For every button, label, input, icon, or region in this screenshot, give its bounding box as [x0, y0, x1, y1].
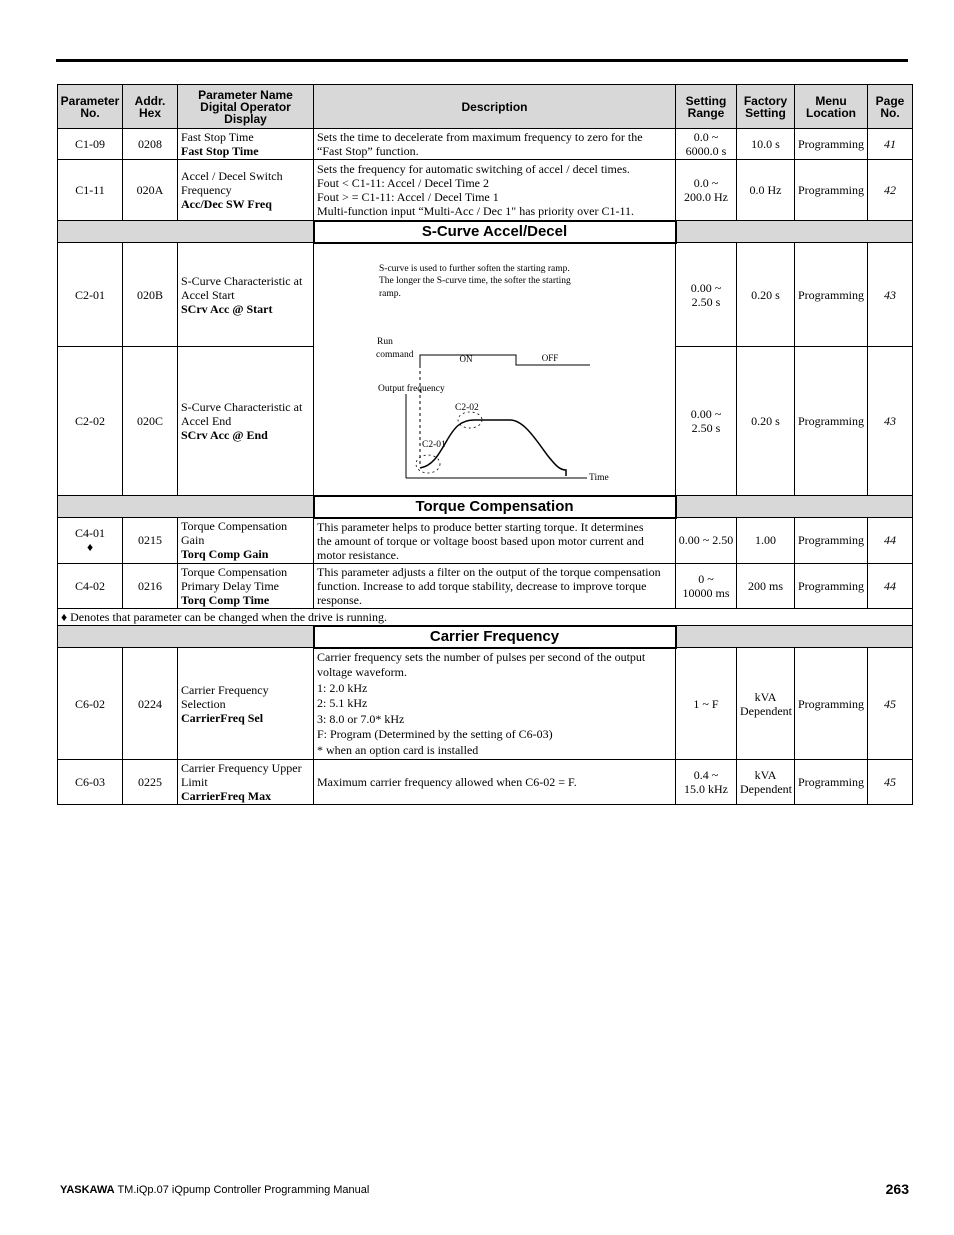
- run-label: Run: [377, 336, 393, 347]
- diagram-text-line: S-curve is used to further soften the starting ramp.: [379, 263, 570, 274]
- output-frequency-label: Output frequency: [378, 383, 445, 394]
- factory-setting: 200 ms: [737, 563, 795, 608]
- run-change-mark: ♦: [86, 540, 94, 555]
- param-no: C6-03: [58, 760, 123, 805]
- menu-location: Programming: [795, 518, 868, 564]
- param-no: C2-01: [58, 243, 123, 347]
- menu-location: Programming: [795, 563, 868, 608]
- setting-range: 0.0 ~ 200.0 Hz: [676, 160, 737, 221]
- header-setting-range: Setting Range: [676, 85, 737, 129]
- param-name: Carrier Frequency Selection CarrierFreq Sel: [178, 648, 314, 760]
- footnote-row: [58, 608, 913, 626]
- factory-setting: 0.20 s: [737, 347, 795, 496]
- param-no: C4-01 ♦: [58, 518, 123, 564]
- header-addr-hex: Addr. Hex: [123, 85, 178, 129]
- section-fill: [58, 626, 314, 648]
- footer-brand: YASKAWA: [60, 1184, 115, 1196]
- description: Sets the frequency for automatic switching of accel / decel times. Fout < C1-11: Accel / Decel Time 2 Fout > = C1-11: Accel / Decel Time 1 Multi-function input “Multi-Acc / Dec 1" has priority over C1-11.: [314, 160, 676, 221]
- table-row: [58, 129, 913, 160]
- description: Carrier frequency sets the number of pulses per second of the output voltage waveform. 1: 2.0 kHz 2: 5.1 kHz 3: 8.0 or 7.0* kHz F: Program (Determined by the setting of C6-03) * when an option card is installed: [314, 648, 676, 760]
- table-row: [58, 160, 913, 221]
- param-name: S-Curve Characteristic at Accel End SCrv Acc @ End: [178, 347, 314, 496]
- footnote: ♦ Denotes that parameter can be changed when the drive is running.: [58, 608, 913, 626]
- param-name: Torque Compensation Gain Torq Comp Gain: [178, 518, 314, 564]
- diagram-text-line: The longer the S-curve time, the softer the starting: [379, 275, 571, 286]
- page-link[interactable]: 45: [868, 760, 913, 805]
- addr-hex: 0225: [123, 760, 178, 805]
- page-link[interactable]: 43: [868, 347, 913, 496]
- menu-location: Programming: [795, 243, 868, 347]
- param-name: Accel / Decel Switch Frequency Acc/Dec SW Freq: [178, 160, 314, 221]
- run-command-signal: [420, 352, 590, 365]
- page-number: 263: [885, 1181, 909, 1197]
- menu-location: Programming: [795, 160, 868, 221]
- scurve-diagram: [314, 244, 676, 492]
- addr-hex: 020A: [123, 160, 178, 221]
- section-title-scurve: S-Curve Accel/Decel: [314, 221, 676, 243]
- header-param-no: Parameter No.: [58, 85, 123, 129]
- off-label: OFF: [541, 352, 559, 363]
- header-menu-location: Menu Location: [795, 85, 868, 129]
- page-link[interactable]: 41: [868, 129, 913, 160]
- page-link[interactable]: 43: [868, 243, 913, 347]
- section-row-scurve: [58, 221, 913, 243]
- menu-location: Programming: [795, 648, 868, 760]
- factory-setting: kVA Dependent: [737, 760, 795, 805]
- header-description: Description: [314, 85, 676, 129]
- parameter-table: [57, 84, 913, 805]
- section-row-carrier: [58, 626, 913, 648]
- menu-location: Programming: [795, 347, 868, 496]
- top-rule: [56, 59, 908, 62]
- addr-hex: 0224: [123, 648, 178, 760]
- addr-hex: 0215: [123, 518, 178, 564]
- table-row: [58, 648, 913, 760]
- section-row-torque: [58, 496, 913, 518]
- section-fill: [676, 626, 913, 648]
- table-row: [58, 563, 913, 608]
- footer-manual-title: [60, 1184, 369, 1196]
- setting-range: 1 ~ F: [676, 648, 737, 760]
- param-no: C4-02: [58, 563, 123, 608]
- section-fill: [58, 221, 314, 243]
- header-param-name: Parameter Name Digital Operator Display: [178, 85, 314, 129]
- command-label: command: [376, 349, 414, 360]
- diagram-text-line: ramp.: [379, 288, 401, 299]
- section-title-carrier: Carrier Frequency: [314, 626, 676, 648]
- section-title-torque: Torque Compensation: [314, 496, 676, 518]
- section-fill: [676, 496, 913, 518]
- addr-hex: 020B: [123, 243, 178, 347]
- c202-label: C2-02: [455, 402, 479, 413]
- factory-setting: 0.0 Hz: [737, 160, 795, 221]
- menu-location: Programming: [795, 760, 868, 805]
- page-link[interactable]: 44: [868, 518, 913, 564]
- param-name: Torque Compensation Primary Delay Time Torq Comp Time: [178, 563, 314, 608]
- setting-range: 0 ~ 10000 ms: [676, 563, 737, 608]
- param-name: S-Curve Characteristic at Accel Start SCrv Acc @ Start: [178, 243, 314, 347]
- factory-setting: 0.20 s: [737, 243, 795, 347]
- param-name: Fast Stop Time Fast Stop Time: [178, 129, 314, 160]
- description: Sets the time to decelerate from maximum frequency to zero for the “Fast Stop” function.: [314, 129, 676, 160]
- param-no: C2-02: [58, 347, 123, 496]
- table-row: [58, 243, 913, 347]
- time-label: Time: [589, 472, 609, 483]
- setting-range: 0.4 ~ 15.0 kHz: [676, 760, 737, 805]
- c201-label: C2-01: [422, 439, 446, 450]
- description: This parameter adjusts a filter on the output of the torque compensation function. Increase to add torque stability, decrease to improve torque response.: [314, 563, 676, 608]
- param-no: C1-09: [58, 129, 123, 160]
- header-page-no: Page No.: [868, 85, 913, 129]
- setting-range: 0.00 ~ 2.50 s: [676, 243, 737, 347]
- table-row: [58, 760, 913, 805]
- addr-hex: 0216: [123, 563, 178, 608]
- factory-setting: 1.00: [737, 518, 795, 564]
- page-link[interactable]: 45: [868, 648, 913, 760]
- header-factory-setting: Factory Setting: [737, 85, 795, 129]
- setting-range: 0.00 ~ 2.50: [676, 518, 737, 564]
- setting-range: 0.0 ~ 6000.0 s: [676, 129, 737, 160]
- scurve-diagram-cell: [314, 243, 676, 496]
- footer-manual-name: TM.iQp.07 iQpump Controller Programming Manual: [114, 1184, 370, 1196]
- page-link[interactable]: 42: [868, 160, 913, 221]
- factory-setting: kVA Dependent: [737, 648, 795, 760]
- section-fill: [676, 221, 913, 243]
- table-header-row: [58, 85, 913, 129]
- description: This parameter helps to produce better starting torque. It determines the amount of torque or voltage boost based upon motor current and motor resistance.: [314, 518, 676, 564]
- page-link[interactable]: 44: [868, 563, 913, 608]
- menu-location: Programming: [795, 129, 868, 160]
- addr-hex: 0208: [123, 129, 178, 160]
- description: Maximum carrier frequency allowed when C6-02 = F.: [314, 760, 676, 805]
- setting-range: 0.00 ~ 2.50 s: [676, 347, 737, 496]
- addr-hex: 020C: [123, 347, 178, 496]
- on-label: ON: [459, 353, 473, 364]
- param-no: C1-11: [58, 160, 123, 221]
- factory-setting: 10.0 s: [737, 129, 795, 160]
- section-fill: [58, 496, 314, 518]
- table-row: [58, 518, 913, 564]
- param-name: Carrier Frequency Upper Limit CarrierFreq Max: [178, 760, 314, 805]
- param-no: C6-02: [58, 648, 123, 760]
